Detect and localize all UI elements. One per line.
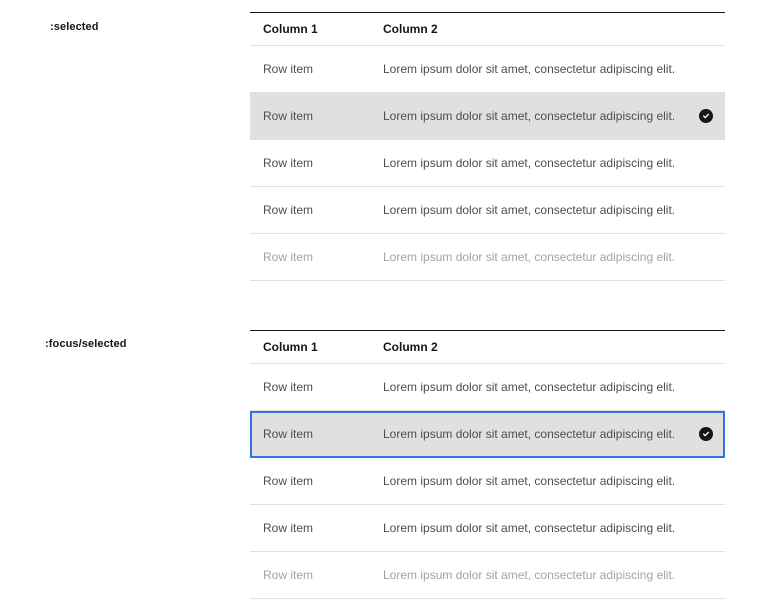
row-description-cell: Lorem ipsum dolor sit amet, consectetur adipiscing elit. xyxy=(383,427,676,441)
structured-list-selected-example xyxy=(250,12,725,281)
structured-list-focus-example xyxy=(250,330,725,599)
row-item-cell: Row item xyxy=(263,521,314,535)
list-row[interactable] xyxy=(250,364,725,411)
list-header-row xyxy=(250,13,725,46)
list-row-muted[interactable] xyxy=(250,552,725,599)
row-description-cell: Lorem ipsum dolor sit amet, consectetur adipiscing elit. xyxy=(383,521,676,535)
checkmark-filled-icon xyxy=(699,109,713,123)
list-row-muted[interactable] xyxy=(250,234,725,281)
row-item-cell: Row item xyxy=(263,474,314,488)
list-header-row xyxy=(250,331,725,364)
row-item-cell: Row item xyxy=(263,568,314,582)
list-row[interactable] xyxy=(250,505,725,552)
list-row[interactable] xyxy=(250,46,725,93)
row-description-cell: Lorem ipsum dolor sit amet, consectetur adipiscing elit. xyxy=(383,380,676,394)
state-label-selected: :selected xyxy=(50,21,99,33)
row-item-cell: Row item xyxy=(263,156,314,170)
row-description-cell: Lorem ipsum dolor sit amet, consectetur adipiscing elit. xyxy=(383,156,676,170)
list-row[interactable] xyxy=(250,458,725,505)
column-1-header: Column 1 xyxy=(263,340,318,354)
column-1-header: Column 1 xyxy=(263,22,318,36)
row-item-cell: Row item xyxy=(263,203,314,217)
row-item-cell: Row item xyxy=(263,427,314,441)
list-row-selected[interactable] xyxy=(250,93,725,140)
list-row-focus-selected[interactable] xyxy=(250,411,725,458)
row-description-cell: Lorem ipsum dolor sit amet, consectetur adipiscing elit. xyxy=(383,474,676,488)
row-item-cell: Row item xyxy=(263,62,314,76)
row-description-cell: Lorem ipsum dolor sit amet, consectetur adipiscing elit. xyxy=(383,109,676,123)
row-description-cell: Lorem ipsum dolor sit amet, consectetur adipiscing elit. xyxy=(383,250,676,264)
row-item-cell: Row item xyxy=(263,109,314,123)
row-item-cell: Row item xyxy=(263,250,314,264)
row-description-cell: Lorem ipsum dolor sit amet, consectetur adipiscing elit. xyxy=(383,62,676,76)
column-2-header: Column 2 xyxy=(383,340,438,354)
row-item-cell: Row item xyxy=(263,380,314,394)
list-row[interactable] xyxy=(250,187,725,234)
state-label-focus-selected: :focus/selected xyxy=(45,338,127,350)
row-description-cell: Lorem ipsum dolor sit amet, consectetur adipiscing elit. xyxy=(383,568,676,582)
column-2-header: Column 2 xyxy=(383,22,438,36)
row-description-cell: Lorem ipsum dolor sit amet, consectetur adipiscing elit. xyxy=(383,203,676,217)
list-row[interactable] xyxy=(250,140,725,187)
checkmark-filled-icon xyxy=(699,427,713,441)
